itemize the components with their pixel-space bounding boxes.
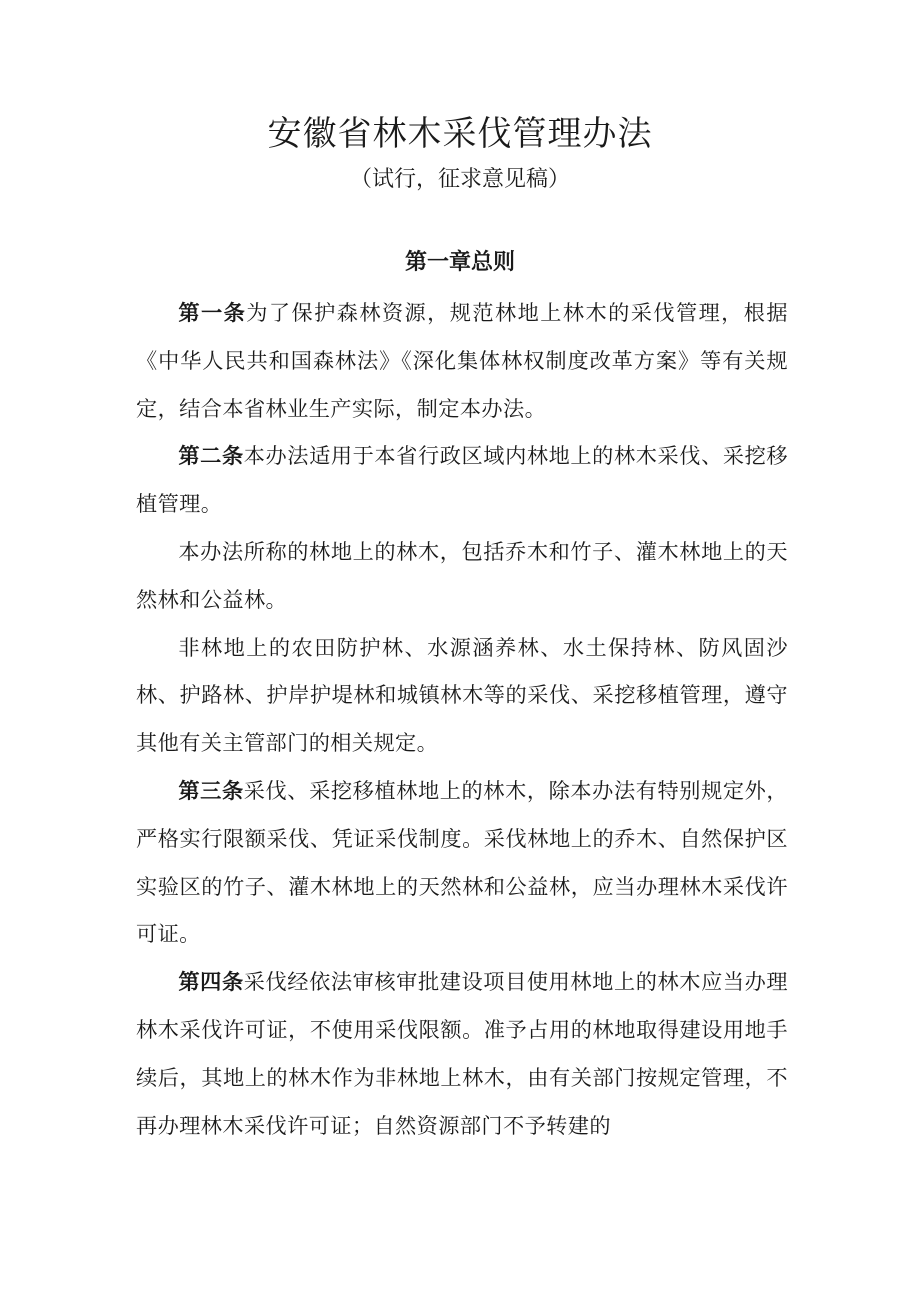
paragraph-text: 本办法适用于本省行政区域内林地上的林木采伐、采挖移植管理。 — [136, 443, 788, 517]
paragraph-article-1 — [136, 289, 788, 432]
paragraph-article-2-exclusion — [136, 624, 788, 767]
article-label: 第一条 — [178, 300, 247, 325]
paragraph-text: 为了保护森林资源，规范林地上林木的采伐管理，根据《中华人民共和国森林法》《深化集体林权制度改革方案》等有关规定，结合本省林业生产实际，制定本办法。 — [136, 300, 789, 421]
paragraph-article-2-scope — [136, 528, 788, 624]
document-body — [136, 289, 788, 1149]
article-label: 第三条 — [178, 777, 244, 803]
paragraph-text: 采伐经依法审核审批建设项目使用林地上的林木应当办理林木采伐许可证，不使用采伐限额。准予占用的林地取得建设用地手续后，其地上的林木作为非林地上林木，由有关部门按规定管理，不再办理林木采伐许可证；自然资源部门不予转建的 — [136, 969, 788, 1138]
paragraph-article-4 — [136, 958, 788, 1149]
paragraph-article-3 — [136, 767, 788, 958]
paragraph-article-2 — [136, 432, 788, 528]
document-title: 安徽省林木采伐管理办法 — [267, 114, 653, 154]
document-subtitle: （试行，征求意见稿） — [349, 167, 570, 192]
chapter-heading: 第一章总则 — [404, 250, 515, 275]
paragraph-text: 采伐、采挖移植林地上的林木，除本办法有特别规定外，严格实行限额采伐、凭证采伐制度。采伐林地上的乔木、自然保护区实验区的竹子、灌木林地上的天然林和公益林，应当办理林木采伐许可证。 — [136, 777, 788, 947]
article-label: 第二条 — [178, 443, 244, 469]
paragraph-text: 非林地上的农田防护林、水源涵养林、水土保持林、防风固沙林、护路林、护岸护堤林和城镇林木等的采伐、采挖移植管理，遵守其他有关主管部门的相关规定。 — [136, 634, 788, 756]
article-label: 第四条 — [178, 969, 244, 995]
paragraph-text: 本办法所称的林地上的林木，包括乔木和竹子、灌木林地上的天然林和公益林。 — [136, 538, 788, 612]
